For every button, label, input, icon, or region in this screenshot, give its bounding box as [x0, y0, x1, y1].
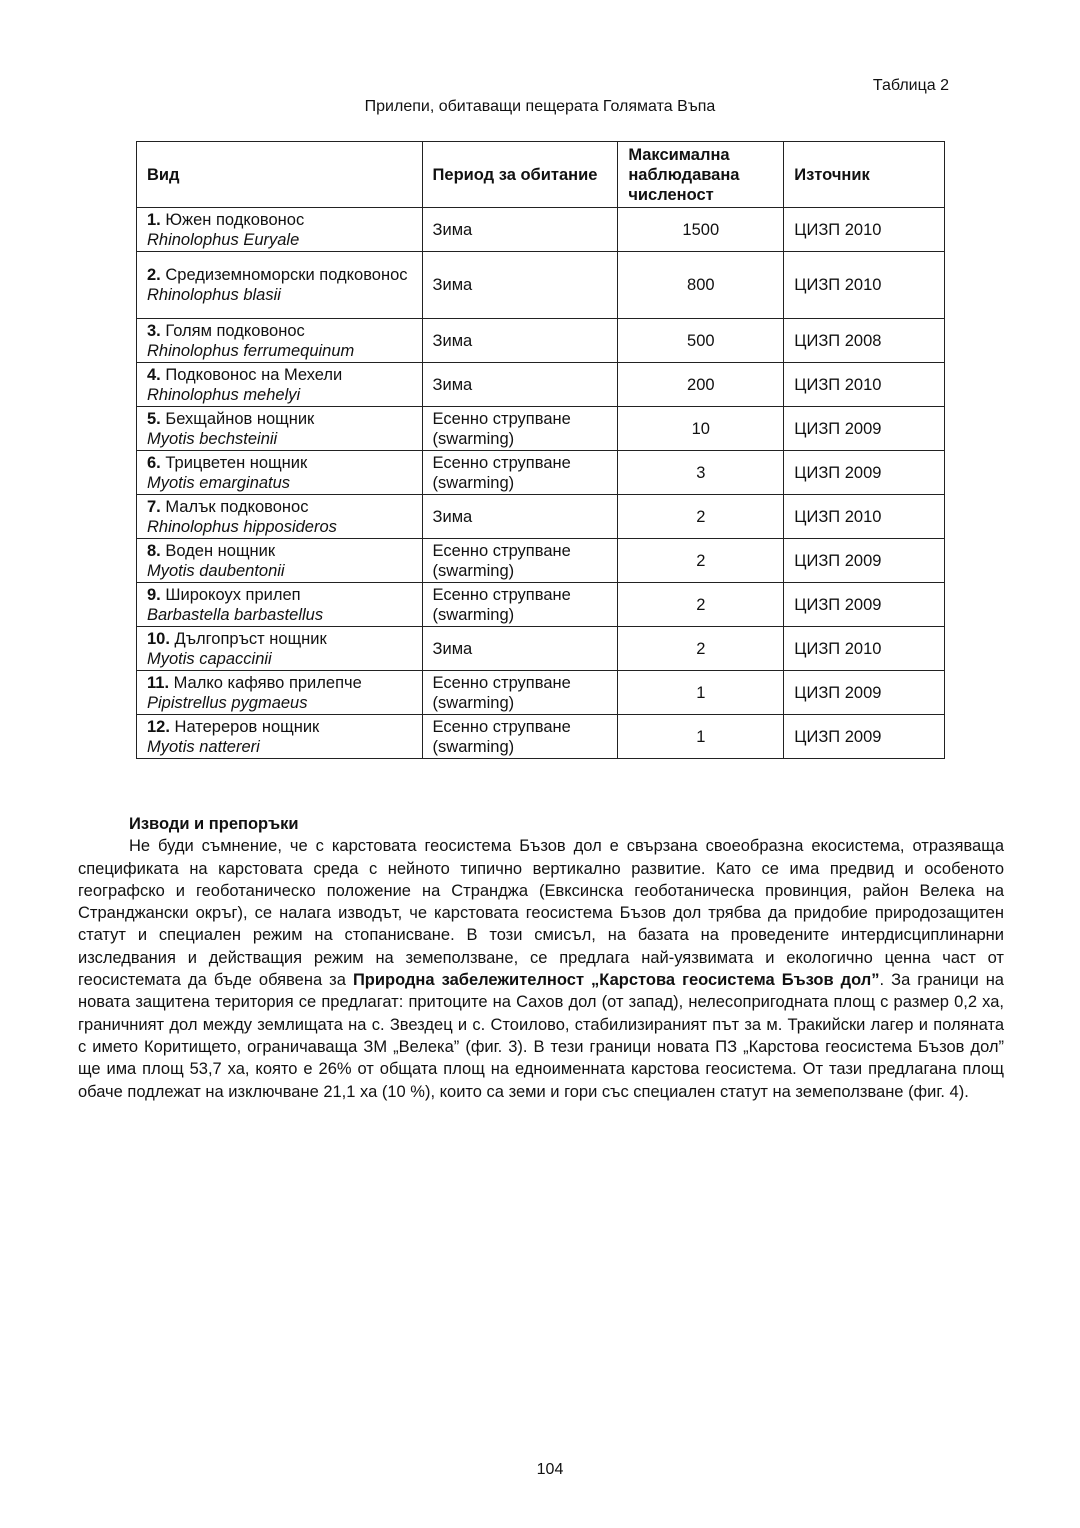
- period-cell: Зима: [422, 363, 618, 407]
- row-index: 2.: [147, 266, 161, 284]
- count-cell: 800: [618, 252, 784, 319]
- bats-table: [136, 141, 945, 759]
- source-cell: ЦИЗП 2010: [784, 252, 945, 319]
- table-title-text: Прилепи, обитаващи пещерата Голямата Въпа: [364, 98, 716, 115]
- species-name-bg: Широкоух прилеп: [165, 585, 301, 604]
- species-name-latin: Myotis capaccinii: [147, 649, 272, 668]
- species-cell: [137, 319, 423, 363]
- count-cell: 2: [618, 495, 784, 539]
- period-cell: Есенно струпване (swarming): [422, 407, 618, 451]
- source-cell: ЦИЗП 2010: [784, 495, 945, 539]
- species-name-bg: Южен подковонос: [165, 210, 305, 229]
- count-cell: 200: [618, 363, 784, 407]
- count-cell: 2: [618, 627, 784, 671]
- count-cell: 1500: [618, 208, 784, 252]
- species-cell: [137, 539, 423, 583]
- table-header-row: [137, 142, 945, 208]
- header-source: Източник: [784, 142, 945, 208]
- count-cell: 1: [618, 671, 784, 715]
- species-name-bg: Бехщайнов нощник: [165, 409, 315, 428]
- species-name-latin: Pipistrellus pygmaeus: [147, 693, 308, 712]
- paragraph-text-1: Не буди съмнение, че с карстовата геосистема Бъзов дол е свързана своеобразна екосистема, отразяваща спецификата на карстовата среда с нейното типично вертикално развитие. Като се има предвид и особеното географско и геоботаническо положение на Странджа (Евксинска геоботаническа провинция, район Велека на Странджански окръг), се налага изводът, че карстовата геосистема Бъзов дол трябва да придобие природозащитен статут и специален режим на стопанисване. В този смисъл, на базата на проведените интердисциплинарни изследвания и действащия режим на земеползване, се предлага най-уязвимата и екологично ценна част от геосистемата да бъде обявена за: [78, 837, 1004, 990]
- row-index: 1.: [147, 210, 161, 229]
- count-cell: 2: [618, 583, 784, 627]
- source-cell: ЦИЗП 2010: [784, 363, 945, 407]
- source-cell: ЦИЗП 2009: [784, 671, 945, 715]
- row-index: 5.: [147, 409, 161, 428]
- source-cell: ЦИЗП 2008: [784, 319, 945, 363]
- species-name-bg: Дългопръст нощник: [174, 629, 327, 648]
- period-cell: Зима: [422, 319, 618, 363]
- table-row: [137, 715, 945, 759]
- source-cell: ЦИЗП 2009: [784, 715, 945, 759]
- paragraph-bold-text: Природна забележителност „Карстова геосистема Бъзов дол”: [352, 971, 880, 990]
- period-cell: Есенно струпване (swarming): [422, 715, 618, 759]
- species-name-latin: Myotis bechsteinii: [147, 429, 278, 448]
- table-number: Таблица 2: [872, 77, 949, 94]
- species-cell: [137, 252, 423, 319]
- period-cell: Есенно струпване (swarming): [422, 451, 618, 495]
- species-name-latin: Rhinolophus mehelyi: [147, 385, 301, 404]
- species-name-latin: Rhinolophus blasii: [147, 286, 281, 304]
- row-index: 7.: [147, 497, 161, 516]
- species-name-bg: Натереров нощник: [174, 717, 320, 736]
- species-name-bg: Воден нощник: [165, 541, 276, 560]
- header-period: Период за обитание: [422, 142, 618, 208]
- table-row: [137, 451, 945, 495]
- section-paragraph: [78, 835, 1004, 1103]
- count-cell: 3: [618, 451, 784, 495]
- species-cell: [137, 495, 423, 539]
- species-name-latin: Myotis daubentonii: [147, 561, 285, 580]
- period-cell: Есенно струпване (swarming): [422, 539, 618, 583]
- header-max-count: Максимална наблюдавана численост: [618, 142, 784, 208]
- table-row: [137, 495, 945, 539]
- count-cell: 1: [618, 715, 784, 759]
- header-species: Вид: [137, 142, 423, 208]
- table-row: [137, 252, 945, 319]
- period-cell: Зима: [422, 627, 618, 671]
- section-heading: Изводи и препоръки: [129, 815, 299, 833]
- table-row: [137, 539, 945, 583]
- table-row: [137, 407, 945, 451]
- table-row: [137, 319, 945, 363]
- row-index: 11.: [147, 673, 170, 692]
- paragraph-text-2: . За граници на новата защитена територия се предлагат: притоците на Сахов дол (от запад), нелесопригодната площ с размер 0,2 ха, граничният дол между землищата на с. Звездец и с. Стоилово, стабилизираният път за м. Тракийски лагер и поляната с името Коритището, ограничаваща ЗМ „Велека” (фиг. 3). В тези граници новата ПЗ „Карстова геосистема Бъзов дол” ще има площ 53,7 ха, която е 26% от общата площ на едноименната карстова геосистема. От тази предлагана площ обаче подлежат на изключване 21,1 ха (10 %), които са земи и гори със специален статут на земеползване (фиг. 4).: [78, 971, 1004, 1101]
- row-index: 10.: [147, 629, 170, 648]
- species-cell: [137, 627, 423, 671]
- table-row: [137, 671, 945, 715]
- species-name-bg: Голям подковонос: [165, 321, 305, 340]
- count-cell: 500: [618, 319, 784, 363]
- row-index: 3.: [147, 321, 161, 340]
- species-cell: [137, 363, 423, 407]
- species-name-latin: Rhinolophus ferrumequinum: [147, 341, 355, 360]
- species-name-bg: Трицветен нощник: [165, 453, 308, 472]
- row-index: 12.: [147, 717, 170, 736]
- species-name-bg: Средиземноморски подковонос: [165, 266, 408, 284]
- table-title: [0, 98, 1080, 116]
- count-cell: 10: [618, 407, 784, 451]
- species-name-latin: Myotis nattereri: [147, 737, 260, 756]
- period-cell: Зима: [422, 208, 618, 252]
- species-cell: [137, 671, 423, 715]
- period-cell: Есенно струпване (swarming): [422, 583, 618, 627]
- table-row: [137, 627, 945, 671]
- species-name-bg: Малък подковонос: [165, 497, 309, 516]
- row-index: 4.: [147, 365, 161, 384]
- species-cell: [137, 407, 423, 451]
- conclusions-section: [78, 813, 1004, 1103]
- source-cell: ЦИЗП 2009: [784, 539, 945, 583]
- species-name-bg: Малко кафяво прилепче: [173, 673, 362, 692]
- species-cell: [137, 208, 423, 252]
- count-cell: 2: [618, 539, 784, 583]
- species-name-latin: Myotis emarginatus: [147, 473, 291, 492]
- table-row: [137, 363, 945, 407]
- source-cell: ЦИЗП 2010: [784, 208, 945, 252]
- species-cell: [137, 583, 423, 627]
- row-index: 8.: [147, 541, 161, 560]
- period-cell: Зима: [422, 252, 618, 319]
- source-cell: ЦИЗП 2009: [784, 583, 945, 627]
- species-name-latin: Rhinolophus Euryale: [147, 230, 300, 249]
- source-cell: ЦИЗП 2009: [784, 407, 945, 451]
- source-cell: ЦИЗП 2010: [784, 627, 945, 671]
- row-index: 6.: [147, 453, 161, 472]
- table-row: [137, 208, 945, 252]
- period-cell: Есенно струпване (swarming): [422, 671, 618, 715]
- species-name-latin: Rhinolophus hipposideros: [147, 517, 337, 536]
- row-index: 9.: [147, 585, 161, 604]
- species-name-latin: Barbastella barbastellus: [147, 605, 324, 624]
- species-name-bg: Подковонос на Мехели: [165, 365, 343, 384]
- source-cell: ЦИЗП 2009: [784, 451, 945, 495]
- page-number: 104: [536, 1461, 564, 1478]
- species-cell: [137, 451, 423, 495]
- species-cell: [137, 715, 423, 759]
- period-cell: Зима: [422, 495, 618, 539]
- table-row: [137, 583, 945, 627]
